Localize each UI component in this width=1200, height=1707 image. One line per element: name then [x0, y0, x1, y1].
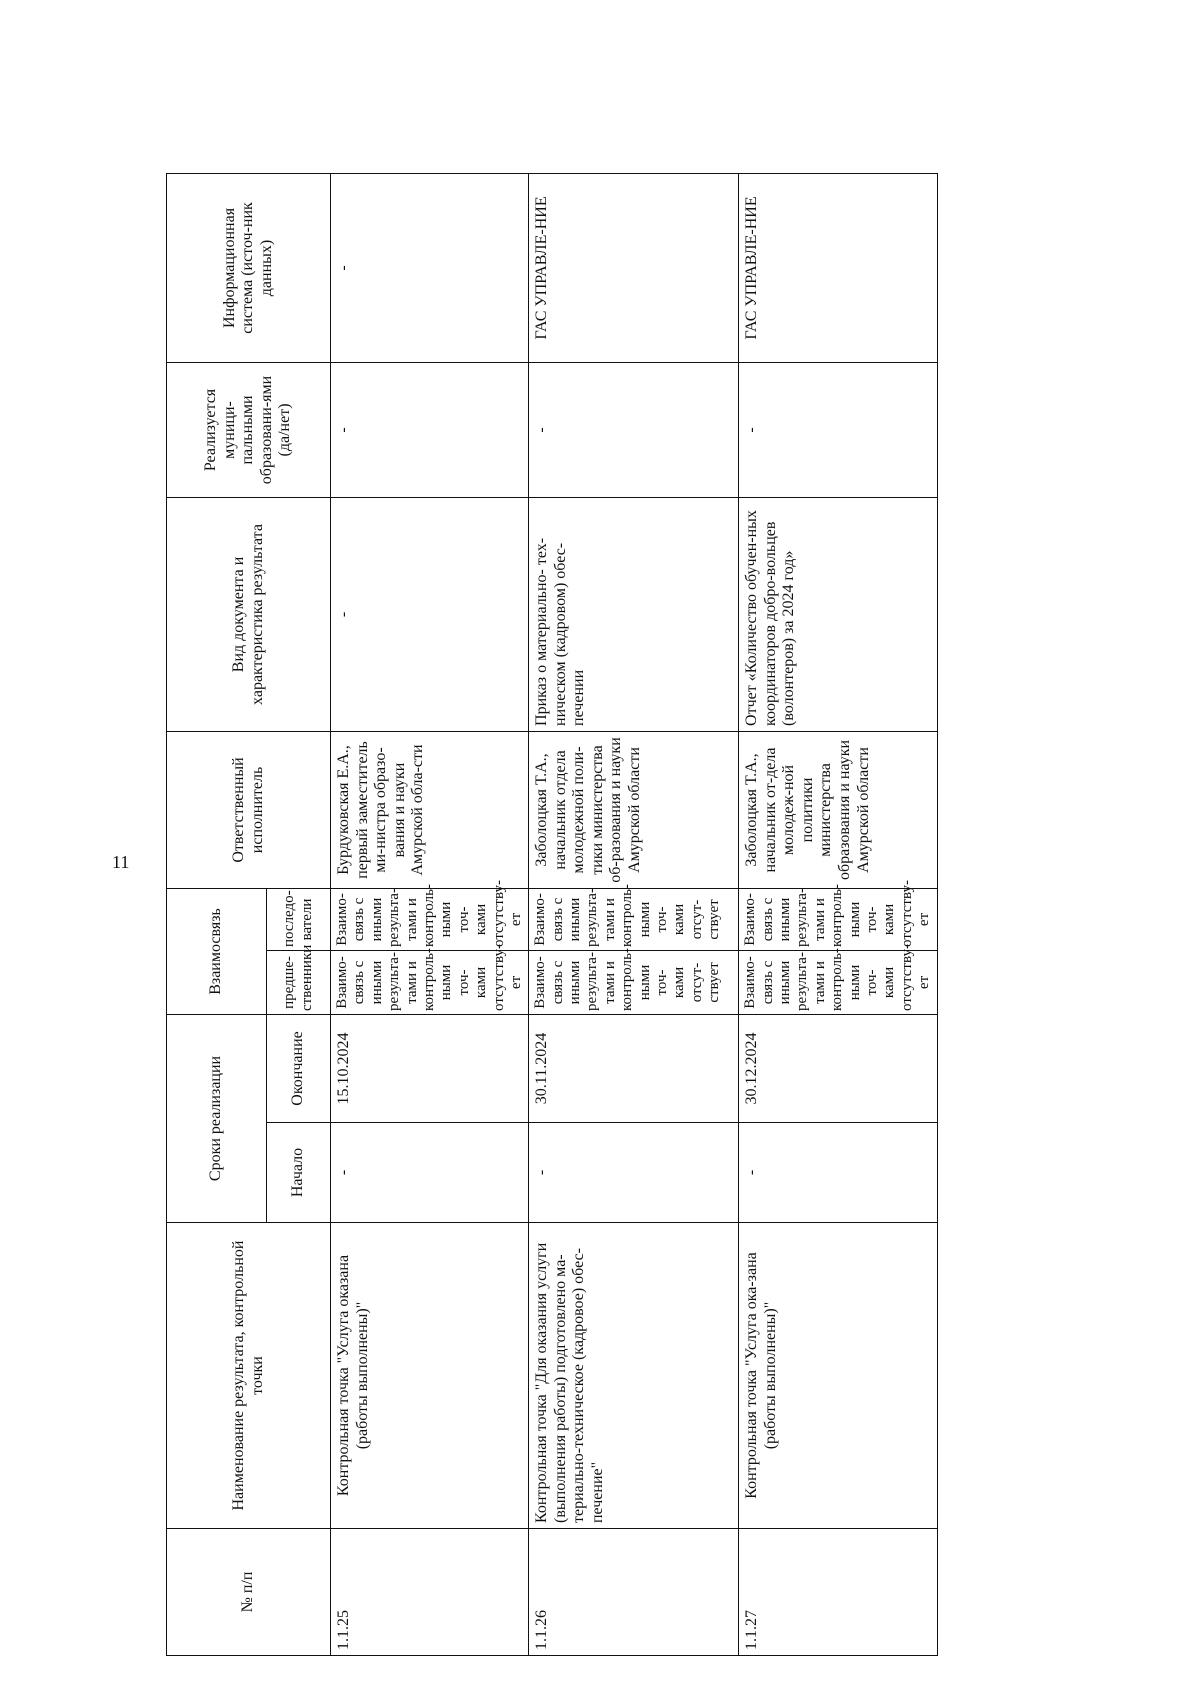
row-doc: Отчет «Количество обучен-ных координаторов добро-вольцев (волонтеров) за 2024 год»: [739, 497, 937, 731]
header-end: Окончание: [267, 1014, 331, 1122]
header-name: Наименование результата, контрольной точки: [167, 1223, 331, 1529]
header-link: Взаимосвязь: [167, 888, 267, 1014]
row-doc: Приказ о материально- тех-ническом (кадровом) обес-печении: [529, 497, 739, 731]
row-name: Контрольная точка "Услуга оказана (работы выполнены)": [331, 1223, 529, 1529]
row-muni: -: [529, 362, 739, 497]
row-pred: Взаимо-связь с иными результа-тами и контроль-ными точ-ками отсутству-ет: [331, 950, 529, 1014]
header-muni: Реализуется муници-пальными образовани-ями (да/нет): [167, 362, 331, 497]
header-pred: предше-ственники: [267, 950, 331, 1014]
table-row: [331, 173, 529, 1655]
row-resp: Заболоцкая Т.А., начальник от-дела молодеж-ной политики министерства образования и науки Амурской области: [739, 731, 937, 888]
header-succ: последо-ватели: [267, 888, 331, 950]
header-resp: Ответственный исполнитель: [167, 731, 331, 888]
row-info: ГАС УПРАВЛЕ-НИЕ: [529, 173, 739, 362]
row-end: 15.10.2024: [331, 1014, 529, 1122]
row-start: -: [331, 1123, 529, 1223]
row-succ: Взаимо-связь с иными результа-тами и контроль-ными точ-ками отсутству-ет: [331, 888, 529, 950]
row-num: 1.1.25: [331, 1529, 529, 1656]
row-info: -: [331, 173, 529, 362]
row-num: 1.1.26: [529, 1529, 739, 1656]
row-info: ГАС УПРАВЛЕ-НИЕ: [739, 173, 937, 362]
row-muni: -: [739, 362, 937, 497]
header-terms: Сроки реализации: [167, 1014, 267, 1222]
row-name: Контрольная точка "Для оказания услуги (выполнения работы) подготовлено ма-териально-техническое (кадровое) обес-печение": [529, 1223, 739, 1529]
row-resp: Заболоцкая Т.А., начальник отдела молодежной поли-тики министерства об-разования и науки Амурской области: [529, 731, 739, 888]
header-num: № п/п: [167, 1529, 331, 1656]
row-end: 30.12.2024: [739, 1014, 937, 1122]
header-doc: Вид документа и характеристика результата: [167, 497, 331, 731]
row-end: 30.11.2024: [529, 1014, 739, 1122]
row-name: Контрольная точка "Услуга ока-зана (работы выполнены)": [739, 1223, 937, 1529]
row-resp: Бурдуковская Е.А., первый заместитель ми-нистра образо-вания и науки Амурской обла-сти: [331, 731, 529, 888]
row-succ: Взаимо-связь с иными результа-тами и контроль-ными точ-ками отсут-ствует: [529, 888, 739, 950]
row-num: 1.1.27: [739, 1529, 937, 1656]
row-start: -: [739, 1123, 937, 1223]
table-row: [529, 173, 739, 1655]
table-row: [739, 173, 937, 1655]
row-muni: -: [331, 362, 529, 497]
row-pred: Взаимо-связь с иными результа-тами и контроль-ными точ-ками отсут-ствует: [529, 950, 739, 1014]
row-succ: Взаимо-связь с иными результа-тами и контроль-ными точ-ками отсутству-ет: [739, 888, 937, 950]
header-info: Информационная система (источ-ник данных): [167, 173, 331, 362]
row-doc: -: [331, 497, 529, 731]
page-number: 11: [112, 852, 130, 872]
header-start: Начало: [267, 1123, 331, 1223]
control-points-table: [166, 173, 938, 1656]
row-start: -: [529, 1123, 739, 1223]
row-pred: Взаимо-связь с иными результа-тами и контроль-ными точ-ками отсутству-ет: [739, 950, 937, 1014]
rotated-table-container: [166, 174, 933, 1656]
